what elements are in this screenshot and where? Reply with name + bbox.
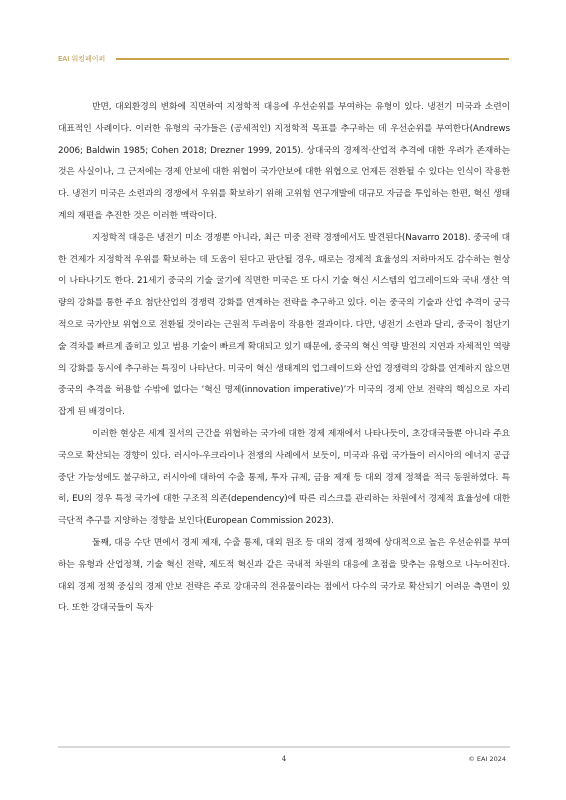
paragraph: 반면, 대외환경의 변화에 직면하여 지정학적 대응에 우선순위를 부여하는 유형이 있다. 냉전기 미국과 소련이 대표적인 사례이다. 이러한 유형의 국가들은 (공세적인) 지정학적 목표를 추구하는 데 우선순위를 부여한다(Andrews 2006; Baldwin 1985; Cohen 2018; Drezner 1999, 2015). 상대국의 경제적·산업적 추격에 대한 우려가 존재하는 것은 사실이나, 그 근저에는 경제 안보에 대한 위협이 국가안보에 대한 위협으로 언제든 전환될 수 있다는 인식이 작용한다. 냉전기 미국은 소련과의 경쟁에서 우위를 확보하기 위해 고위험 연구개발에 대규모 자금을 투입하는 한편, 혁신 생태계의 재편을 추진한 것은 이러한 맥락이다.: [58, 102, 510, 221]
paragraph: 이러한 현상은 세계 질서의 근간을 위협하는 국가에 대한 경제 제재에서 나타나듯이, 초강대국들뿐 아니라 주요국으로 확산되는 경향이 있다. 러시아-우크라이나 전쟁의 사례에서 보듯이, 미국과 유럽 국가들이 러시아의 에너지 공급 중단 가능성에도 불구하고, 러시아에 대하여 수출 통제, 투자 규제, 금융 제재 등 대외 경제 정책을 적극 동원하였다. 특히, EU의 경우 특정 국가에 대한 구조적 의존(dependency)에 따른 리스크를 관리하는 차원에서 경제적 효율성에 대한 극단적 추구를 지양하는 경향을 보인다(European Commission 2023).: [58, 428, 510, 527]
running-header: [58, 53, 509, 65]
page-footer: [58, 746, 510, 768]
main-body: [58, 97, 510, 620]
footer-rule: [58, 746, 510, 748]
header-rule: [116, 58, 509, 60]
paragraph: 지정학적 대응은 냉전기 미소 경쟁뿐 아니라, 최근 미중 전략 경쟁에서도 발견된다(Navarro 2018). 중국에 대한 견제가 지정학적 우위를 확보하는 데 도움이 된다고 판단될 경우, 때로는 경제적 효율성의 저하마저도 감수하는 현상이 나타나기도 한다. 21세기 중국의 기술 굴기에 직면한 미국은 또 다시 기술 혁신 시스템의 업그레이드와 국내 생산 역량의 강화를 통한 주요 첨단산업의 경쟁력 강화를 연계하는 전략을 추구하고 있다. 이는 중국의 기술과 산업 추격이 궁극적으로 국가안보 위협으로 전환될 것이라는 근원적 두려움이 작용한 결과이다. 다만, 냉전기 소련과 달리, 중국이 첨단기술 격차를 빠르게 좁히고 있고 범용 기술이 빠르게 확대되고 있기 때문에, 중국의 혁신 역량 발전의 지연과 자체적인 역량의 강화를 동시에 추구하는 특징이 나타난다. 미국이 혁신 생태계의 업그레이드와 산업 경쟁력의 강화를 연계하지 않으면 중국의 추격을 허용할 수밖에 없다는 ‘혁신 명제(innovation imperative)’가 미국의 경제 안보 전략의 핵심으로 자리 잡게 된 배경이다.: [58, 232, 510, 418]
page-number: 4: [281, 755, 287, 763]
paragraph: 둘째, 대응 수단 면에서 경제 제재, 수출 통제, 대외 원조 등 대외 경제 정책에 상대적으로 높은 우선순위를 부여하는 유형과 산업정책, 기술 혁신 전략, 제도적 혁신과 같은 국내적 차원의 대응에 초점을 맞추는 유형으로 나누어진다. 대외 경제 정책 중심의 경제 안보 전략은 주로 강대국의 전유물이라는 점에서 다수의 국가로 확산되기 어려운 측면이 있다. 또한 강대국들이 독자: [58, 537, 510, 614]
copyright-notice: © EAI 2024: [468, 755, 506, 763]
series-label: EAI 워킹페이퍼: [58, 55, 106, 63]
